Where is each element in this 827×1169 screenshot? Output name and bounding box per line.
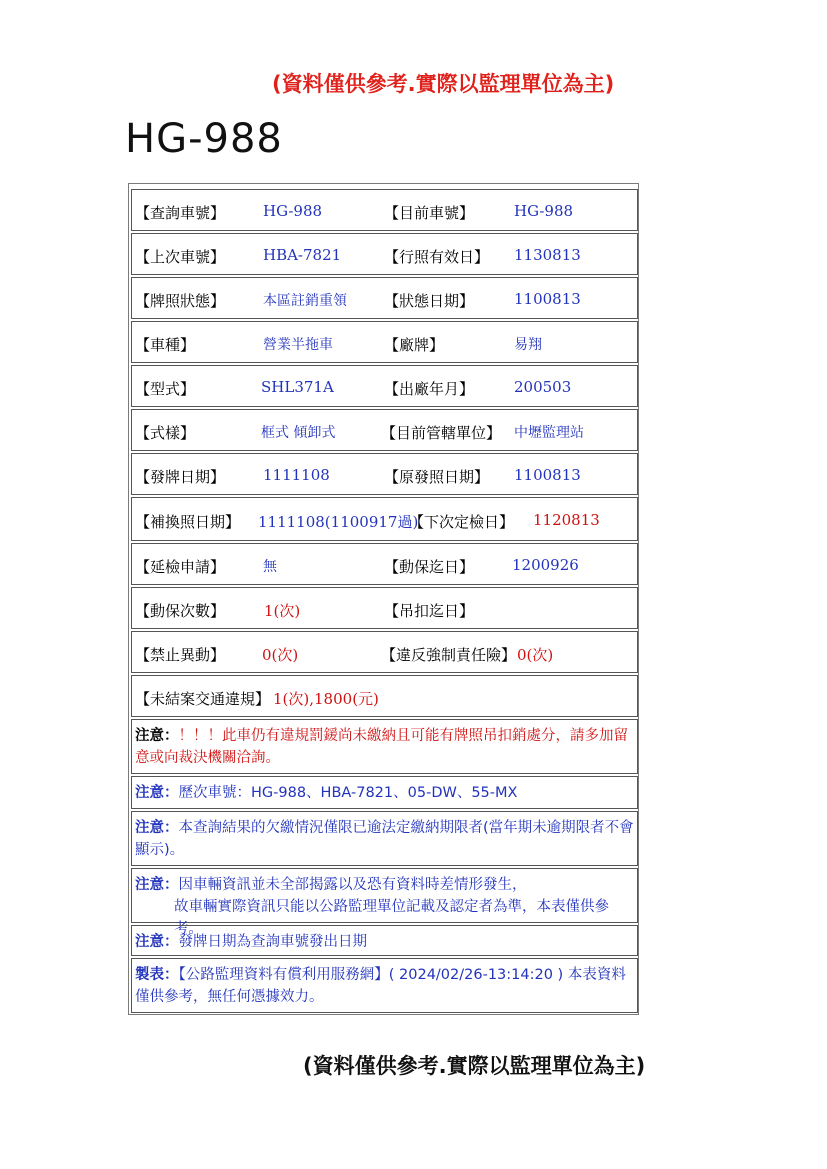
table-row (131, 587, 638, 629)
table-row (131, 277, 638, 319)
field-value: 1(次) (264, 602, 301, 620)
field-label: 【牌照狀態】 (135, 292, 226, 310)
field-value: 1130813 (514, 246, 581, 264)
table-row (131, 365, 638, 407)
note-text-continued: 故車輛實際資訊只能以公路監理單位記載及認定者為準，本表僅供參考。 (174, 899, 609, 937)
field-value: 框式 傾卸式 (261, 425, 336, 441)
field-label: 【廠牌】 (384, 336, 445, 354)
field-label: 【吊扣迄日】 (384, 602, 475, 620)
field-label: 【動保次數】 (135, 602, 226, 620)
field-label: 【車種】 (135, 336, 196, 354)
note-label: 製表： (135, 967, 179, 983)
field-value: 1200926 (512, 556, 579, 574)
table-row (131, 453, 638, 495)
field-label: 【目前管轄單位】 (381, 424, 502, 442)
field-label: 【行照有效日】 (384, 248, 490, 266)
field-value: HBA-7821 (263, 246, 342, 264)
field-value: 中壢監理站 (514, 425, 584, 441)
field-label: 【違反強制責任險】 (381, 646, 517, 664)
field-label: 【延檢申請】 (135, 558, 226, 576)
note-text: 歷次車號：HG-988、HBA-7821、05-DW、55-MX (178, 785, 518, 801)
field-value: HG-988 (514, 202, 574, 220)
field-value: 1100813 (514, 290, 581, 308)
warning-note (131, 719, 638, 774)
note-label: 注意： (135, 728, 179, 744)
field-value: 本區註銷重領 (263, 293, 347, 309)
field-value: 0(次) (517, 646, 554, 664)
field-label: 【發牌日期】 (135, 468, 226, 486)
field-label: 【出廠年月】 (384, 380, 475, 398)
note-text: 因車輛資訊並未全部揭露以及恐有資料時差情形發生， (178, 877, 527, 893)
disclosure-note (131, 868, 638, 937)
field-value: 200503 (514, 378, 572, 396)
table-row (131, 543, 638, 585)
field-value: SHL371A (261, 378, 334, 396)
table-row (131, 675, 638, 717)
page-title: HG-988 (125, 116, 283, 162)
issue-date-note (131, 925, 638, 956)
table-row (131, 189, 638, 231)
field-value: 0(次) (262, 646, 299, 664)
bottom-disclaimer: (資料僅供參考.實際以監理單位為主) (303, 1054, 646, 1078)
field-value: 1(次),1800(元) (273, 690, 379, 708)
field-label: 【動保迄日】 (384, 558, 475, 576)
field-label: 【上次車號】 (135, 248, 226, 266)
note-text: 【公路監理資料有償利用服務網】( 2024/02/26-13:14:20 ) 本表資料僅供參考，無任何憑據效力。 (135, 967, 626, 1005)
table-row (131, 409, 638, 451)
note-label: 注意： (135, 785, 179, 801)
table-row (131, 321, 638, 363)
note-text: 本查詢結果的欠繳情況僅限已逾法定繳納期限者(當年期未逾期限者不會顯示)。 (135, 820, 634, 858)
field-label: 【式樣】 (135, 424, 196, 442)
field-value: 1111108 (263, 466, 330, 484)
note-label: 注意： (135, 877, 179, 893)
field-label: 【未結案交通違規】 (135, 690, 271, 708)
field-label: 【查詢車號】 (135, 204, 226, 222)
field-label: 【狀態日期】 (384, 292, 475, 310)
field-label: 【目前車號】 (384, 204, 475, 222)
field-value: 營業半拖車 (263, 337, 333, 353)
field-label: 【禁止異動】 (135, 646, 226, 664)
field-value: 易翔 (514, 337, 542, 353)
note-text: ！！！此車仍有違規罰鍰尚未繳納且可能有牌照吊扣銷處分，請多加留意或向裁決機關洽詢。 (135, 728, 628, 766)
table-row (131, 631, 638, 673)
table-row (131, 233, 638, 275)
field-value: 無 (263, 559, 277, 575)
note-label: 注意： (135, 934, 179, 950)
source-note (131, 958, 638, 1013)
field-value: 1120813 (533, 511, 600, 529)
field-value: HG-988 (263, 202, 323, 220)
note-text: 發牌日期為查詢車號發出日期 (178, 934, 367, 950)
history-note (131, 776, 638, 809)
field-label: 【下次定檢日】 (409, 513, 515, 531)
table-row (131, 497, 638, 541)
field-value: 1111108(1100917過) (258, 513, 419, 531)
top-disclaimer: (資料僅供參考.實際以監理單位為主) (272, 72, 615, 96)
field-value: 1100813 (514, 466, 581, 484)
field-label: 【原發照日期】 (384, 468, 490, 486)
field-label: 【補換照日期】 (135, 513, 241, 531)
note-label: 注意： (135, 820, 179, 836)
field-label: 【型式】 (135, 380, 196, 398)
arrears-note (131, 811, 638, 866)
